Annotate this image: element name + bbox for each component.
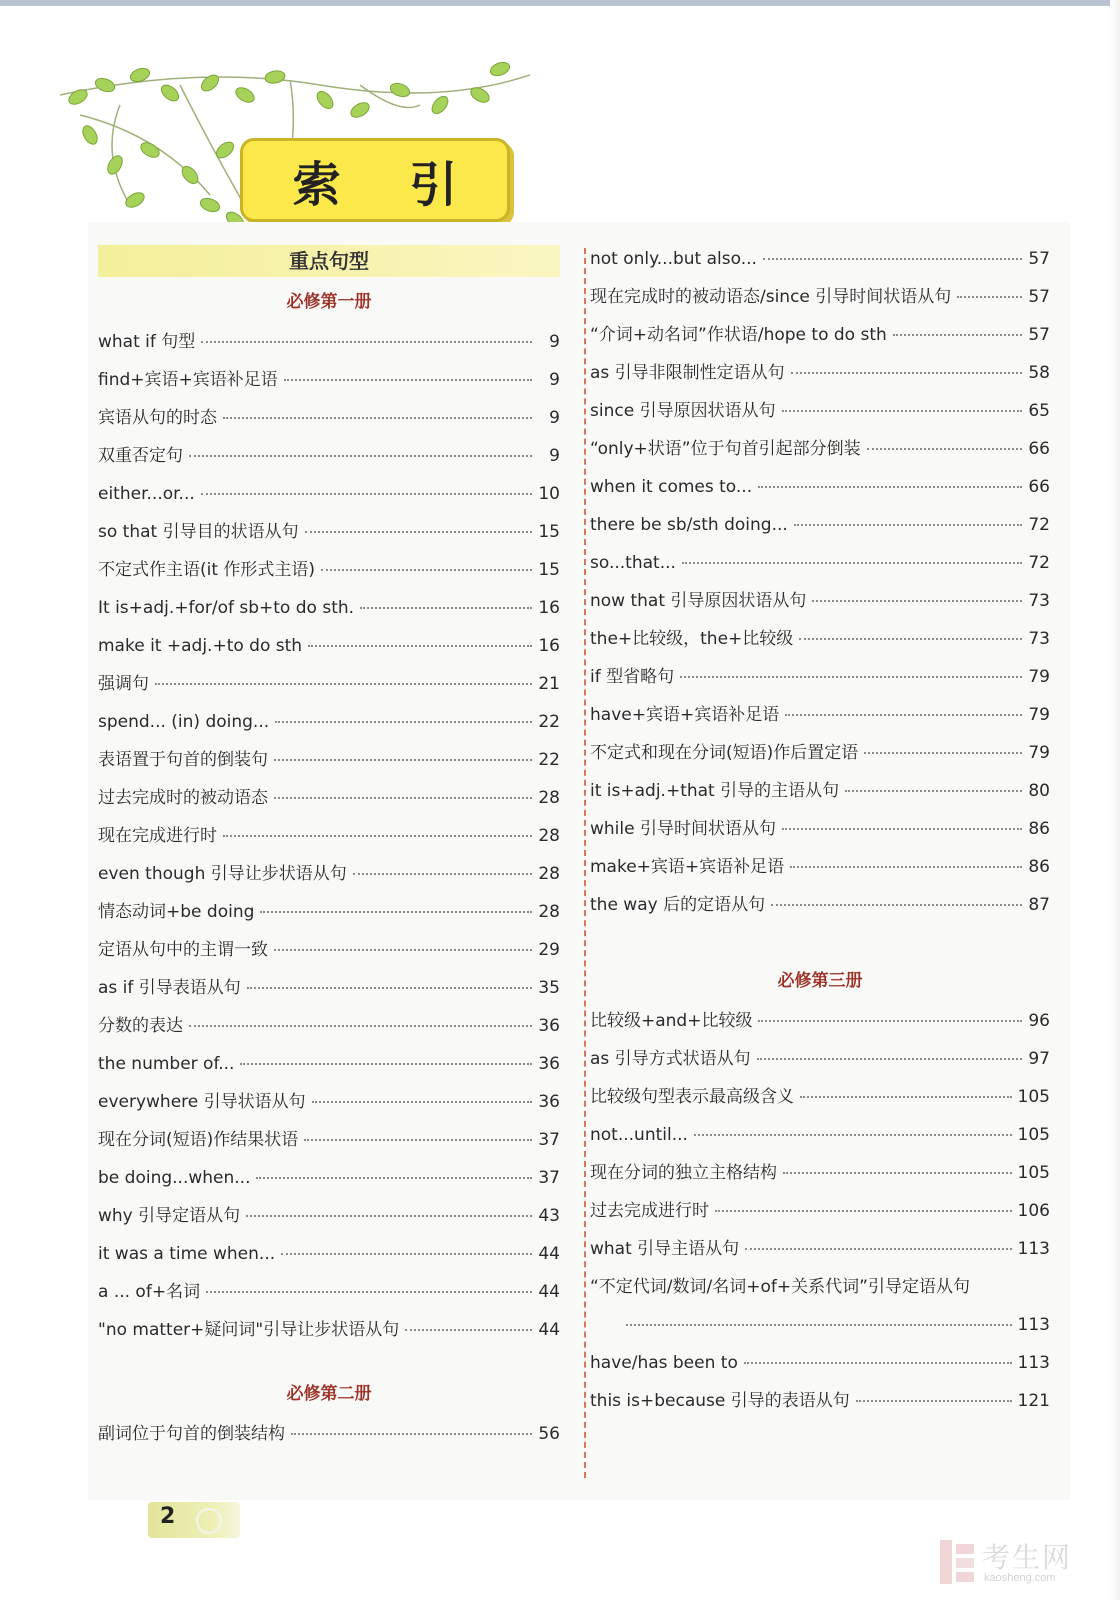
- watermark-en: kaosheng.com: [984, 1572, 1056, 1584]
- index-entry: [590, 1040, 1050, 1078]
- entry-text: as 引导非限制性定语从句: [590, 363, 785, 383]
- index-entry: [98, 1045, 560, 1083]
- entry-text: if 型省略句: [590, 667, 675, 687]
- entry-page: 113: [1017, 1353, 1050, 1373]
- page-number: 2: [160, 1504, 176, 1529]
- entry-page: 58: [1028, 363, 1050, 383]
- entry-page: 16: [538, 636, 560, 656]
- watermark: [940, 1536, 1100, 1588]
- entry-page: 28: [538, 902, 560, 922]
- entry-text: not...until...: [590, 1125, 688, 1145]
- entry-text: "no matter+疑问词"引导让步状语从句: [98, 1320, 400, 1340]
- entry-text: the+比较级，the+比较级: [590, 629, 794, 649]
- index-entry: [590, 354, 1050, 392]
- index-entry: [590, 544, 1050, 582]
- entry-page: 28: [538, 826, 560, 846]
- entry-text: when it comes to...: [590, 477, 753, 497]
- index-entry: [590, 810, 1050, 848]
- index-entry: [98, 399, 560, 437]
- entry-page: 9: [549, 408, 560, 428]
- right-column: [590, 240, 1050, 1420]
- index-entry: [590, 316, 1050, 354]
- index-entry: [590, 468, 1050, 506]
- scan-right-edge: [1110, 0, 1120, 1600]
- entry-page: 105: [1017, 1163, 1050, 1183]
- index-entry: [98, 1273, 560, 1311]
- index-entry: [590, 1192, 1050, 1230]
- dot-leader: [763, 257, 1022, 260]
- entry-page: 86: [1028, 819, 1050, 839]
- entry-text: a ... of+名词: [98, 1282, 201, 1302]
- dot-leader: [247, 986, 532, 989]
- index-entry: [590, 620, 1050, 658]
- entry-page: 57: [1028, 249, 1050, 269]
- entry-page: 44: [538, 1282, 560, 1302]
- entry-text: while 引导时间状语从句: [590, 819, 776, 839]
- page-number-badge: [148, 1502, 240, 1538]
- dot-leader: [321, 568, 532, 571]
- index-entry: [98, 1235, 560, 1273]
- entry-page: 66: [1028, 477, 1050, 497]
- dot-leader: [782, 409, 1022, 412]
- section-heading: 重点句型: [98, 245, 560, 277]
- entry-page: 22: [538, 712, 560, 732]
- entry-page: 105: [1017, 1125, 1050, 1145]
- index-entry: [98, 361, 560, 399]
- index-entry: [98, 703, 560, 741]
- entry-page: 28: [538, 788, 560, 808]
- volume-heading-1: 必修第一册: [286, 292, 372, 312]
- column-divider: [584, 248, 586, 1478]
- dot-leader: [845, 789, 1022, 792]
- index-entry: [98, 1197, 560, 1235]
- entry-page: 43: [538, 1206, 560, 1226]
- entry-text: 过去完成时的被动语态: [98, 788, 268, 808]
- index-entry: [590, 1230, 1050, 1268]
- volume-heading-2: 必修第二册: [286, 1384, 372, 1404]
- entry-page: 16: [538, 598, 560, 618]
- index-entry: [590, 1154, 1050, 1192]
- entry-page: 56: [538, 1424, 560, 1444]
- entry-text: so that 引导目的状语从句: [98, 522, 299, 542]
- dot-leader: [680, 675, 1022, 678]
- dot-leader: [800, 1095, 1012, 1098]
- index-entry: [590, 696, 1050, 734]
- entry-text: as 引导方式状语从句: [590, 1049, 751, 1069]
- index-entry: [98, 741, 560, 779]
- dot-leader: [783, 1171, 1012, 1174]
- dot-leader: [694, 1133, 1012, 1136]
- entry-page: 113: [1017, 1239, 1050, 1259]
- entry-text: as if 引导表语从句: [98, 978, 241, 998]
- index-title: 索 引: [292, 156, 484, 213]
- dot-leader: [201, 340, 532, 343]
- dot-leader: [799, 637, 1022, 640]
- entry-text: now that 引导原因状语从句: [590, 591, 807, 611]
- entry-page: 73: [1028, 629, 1050, 649]
- dot-leader: [757, 1057, 1022, 1060]
- entry-text: the way 后的定语从句: [590, 895, 766, 915]
- swirl-icon: [196, 1508, 222, 1534]
- entry-text: 现在完成进行时: [98, 826, 217, 846]
- entry-page: 9: [549, 446, 560, 466]
- entry-text: spend... (in) doing...: [98, 712, 270, 732]
- entry-page: 72: [1028, 553, 1050, 573]
- entry-text: 不定式和现在分词(短语)作后置定语: [590, 743, 859, 763]
- index-entry: [98, 1121, 560, 1159]
- entry-page: 66: [1028, 439, 1050, 459]
- index-entry: [98, 513, 560, 551]
- entry-page: 9: [549, 370, 560, 390]
- dot-leader: [275, 720, 532, 723]
- entry-text: “only+状语”位于句首引起部分倒装: [590, 439, 861, 459]
- index-entry: [590, 582, 1050, 620]
- watermark-logo-icon: [940, 1540, 974, 1584]
- index-entry: [98, 1083, 560, 1121]
- entry-text: “介词+动名词”作状语/hope to do sth: [590, 325, 887, 345]
- entry-page: 9: [549, 332, 560, 352]
- entry-page: 105: [1017, 1087, 1050, 1107]
- dot-leader: [794, 523, 1022, 526]
- entry-page: 21: [538, 674, 560, 694]
- entry-page: 96: [1028, 1011, 1050, 1031]
- index-entry: [98, 475, 560, 513]
- dot-leader: [626, 1324, 1012, 1326]
- entry-text: what 引导主语从句: [590, 1239, 740, 1259]
- dot-leader: [856, 1399, 1012, 1402]
- entry-text: everywhere 引导状语从句: [98, 1092, 306, 1112]
- entry-text: make+宾语+宾语补足语: [590, 857, 785, 877]
- entry-page: 15: [538, 560, 560, 580]
- dot-leader: [867, 447, 1022, 450]
- dot-leader: [771, 903, 1022, 906]
- dot-leader: [308, 644, 532, 647]
- entry-text: 双重否定句: [98, 446, 183, 466]
- index-entry: [98, 437, 560, 475]
- entry-text: 定语从句中的主谓一致: [98, 940, 268, 960]
- index-entry: [98, 627, 560, 665]
- index-entry: [98, 817, 560, 855]
- left-column: [98, 245, 560, 1453]
- entry-page: 86: [1028, 857, 1050, 877]
- index-entry: [98, 893, 560, 931]
- volume-heading-3: 必修第三册: [777, 971, 863, 991]
- index-entry: [590, 430, 1050, 468]
- dot-leader: [246, 1214, 532, 1217]
- dot-leader: [284, 378, 532, 381]
- index-entry: [98, 1311, 560, 1349]
- entry-text: there be sb/sth doing...: [590, 515, 788, 535]
- entry-text: even though 引导让步状语从句: [98, 864, 347, 884]
- dot-leader: [791, 371, 1022, 374]
- index-entry: [98, 855, 560, 893]
- entry-text: since 引导原因状语从句: [590, 401, 776, 421]
- dot-leader: [201, 492, 532, 495]
- index-entry: [590, 886, 1050, 924]
- entry-page: 106: [1017, 1201, 1050, 1221]
- entry-text: 不定式作主语(it 作形式主语): [98, 560, 316, 580]
- watermark-cn: 考生网: [982, 1541, 1073, 1574]
- index-entry: [98, 589, 560, 627]
- index-entry: [98, 1007, 560, 1045]
- entry-text: 现在分词(短语)作结果状语: [98, 1130, 299, 1150]
- entry-page: 73: [1028, 591, 1050, 611]
- dot-leader: [223, 834, 532, 837]
- entry-text: “不定代词/数词/名词+of+关系代词”引导定语从句: [590, 1277, 970, 1297]
- entry-page: 28: [538, 864, 560, 884]
- entry-text: 现在完成时的被动语态/since 引导时间状语从句: [590, 287, 952, 307]
- index-entry: [98, 931, 560, 969]
- dot-leader: [304, 1138, 532, 1141]
- dot-leader: [353, 872, 532, 875]
- entry-page: 36: [538, 1054, 560, 1074]
- entry-page: 87: [1028, 895, 1050, 915]
- entry-text: It is+adj.+for/of sb+to do sth.: [98, 598, 355, 618]
- index-entry-wrapped: [590, 1268, 1050, 1344]
- dot-leader: [957, 295, 1022, 298]
- dot-leader: [260, 910, 532, 913]
- index-entry: [98, 1415, 560, 1453]
- entry-text: 分数的表达: [98, 1016, 183, 1036]
- entry-page: 79: [1028, 743, 1050, 763]
- entry-page: 72: [1028, 515, 1050, 535]
- index-entry: [590, 278, 1050, 316]
- entry-text: 表语置于句首的倒装句: [98, 750, 268, 770]
- dot-leader: [223, 416, 532, 419]
- dot-leader: [240, 1062, 532, 1065]
- dot-leader: [682, 561, 1022, 564]
- entry-page: 29: [538, 940, 560, 960]
- dot-leader: [281, 1252, 532, 1255]
- entry-text: it is+adj.+that 引导的主语从句: [590, 781, 840, 801]
- entry-text: 比较级+and+比较级: [590, 1011, 753, 1031]
- entry-page: 57: [1028, 325, 1050, 345]
- dot-leader: [715, 1209, 1012, 1212]
- index-entry: [590, 506, 1050, 544]
- dot-leader: [274, 948, 532, 951]
- entry-page: 35: [538, 978, 560, 998]
- index-entry: [590, 240, 1050, 278]
- index-entry: [590, 658, 1050, 696]
- entry-page: 44: [538, 1244, 560, 1264]
- dot-leader: [305, 530, 532, 533]
- dot-leader: [785, 713, 1022, 716]
- scan-top-edge: [0, 0, 1120, 6]
- index-title-banner: [240, 138, 510, 222]
- entry-text: not only...but also...: [590, 249, 757, 269]
- index-entry: [590, 1344, 1050, 1382]
- dot-leader: [206, 1290, 532, 1293]
- dot-leader: [189, 454, 532, 457]
- entry-text: why 引导定语从句: [98, 1206, 241, 1226]
- index-entry: [98, 1159, 560, 1197]
- entry-page: 65: [1028, 401, 1050, 421]
- entry-page: 79: [1028, 667, 1050, 687]
- entry-text: have+宾语+宾语补足语: [590, 705, 780, 725]
- dot-leader: [405, 1328, 532, 1331]
- index-entry: [590, 848, 1050, 886]
- dot-leader: [745, 1247, 1011, 1250]
- entry-text: 情态动词+be doing: [98, 902, 255, 922]
- entry-text: be doing...when...: [98, 1168, 251, 1188]
- dot-leader: [189, 1024, 532, 1027]
- entry-page: 80: [1028, 781, 1050, 801]
- entry-text: so...that...: [590, 553, 676, 573]
- dot-leader: [274, 796, 532, 799]
- entry-text: 强调句: [98, 674, 149, 694]
- entry-page: 36: [538, 1016, 560, 1036]
- entry-page: 121: [1017, 1391, 1050, 1411]
- index-entry: [98, 969, 560, 1007]
- dot-leader: [812, 599, 1022, 602]
- dot-leader: [758, 485, 1022, 488]
- entry-text: the number of...: [98, 1054, 235, 1074]
- dot-leader: [274, 758, 532, 761]
- entry-page: 37: [538, 1168, 560, 1188]
- entry-text: 宾语从句的时态: [98, 408, 217, 428]
- entry-page: 97: [1028, 1049, 1050, 1069]
- dot-leader: [256, 1176, 532, 1179]
- dot-leader: [893, 333, 1022, 336]
- entry-page: 113: [1017, 1315, 1050, 1335]
- entry-page: 10: [538, 484, 560, 504]
- entry-text: 现在分词的独立主格结构: [590, 1163, 777, 1183]
- entry-page: 79: [1028, 705, 1050, 725]
- entry-text: 副词位于句首的倒装结构: [98, 1424, 285, 1444]
- index-entry: [590, 1002, 1050, 1040]
- dot-leader: [864, 751, 1022, 754]
- index-entry: [590, 1382, 1050, 1420]
- entry-text: find+宾语+宾语补足语: [98, 370, 278, 390]
- index-entry: [590, 1078, 1050, 1116]
- dot-leader: [758, 1019, 1022, 1022]
- dot-leader: [782, 827, 1022, 830]
- index-entry: [590, 772, 1050, 810]
- entry-page: 15: [538, 522, 560, 542]
- entry-page: 44: [538, 1320, 560, 1340]
- index-entry: [98, 323, 560, 361]
- index-entry: [590, 1116, 1050, 1154]
- entry-text: make it +adj.+to do sth: [98, 636, 303, 656]
- entry-text: have/has been to: [590, 1353, 738, 1373]
- dot-leader: [312, 1100, 532, 1103]
- entry-text: this is+because 引导的表语从句: [590, 1391, 850, 1411]
- index-entry: [590, 734, 1050, 772]
- index-entry: [98, 779, 560, 817]
- entry-text: 过去完成进行时: [590, 1201, 709, 1221]
- entry-text: 比较级句型表示最高级含义: [590, 1087, 794, 1107]
- dot-leader: [155, 682, 532, 685]
- dot-leader: [744, 1361, 1012, 1364]
- entry-text: what if 句型: [98, 332, 196, 352]
- entry-page: 22: [538, 750, 560, 770]
- entry-page: 36: [538, 1092, 560, 1112]
- entry-text: it was a time when...: [98, 1244, 276, 1264]
- index-entry: [590, 392, 1050, 430]
- index-entry: [98, 665, 560, 703]
- entry-page: 37: [538, 1130, 560, 1150]
- dot-leader: [291, 1432, 532, 1435]
- entry-text: either...or...: [98, 484, 195, 504]
- dot-leader: [360, 606, 532, 609]
- dot-leader: [790, 865, 1022, 868]
- index-entry: [98, 551, 560, 589]
- entry-page: 57: [1028, 287, 1050, 307]
